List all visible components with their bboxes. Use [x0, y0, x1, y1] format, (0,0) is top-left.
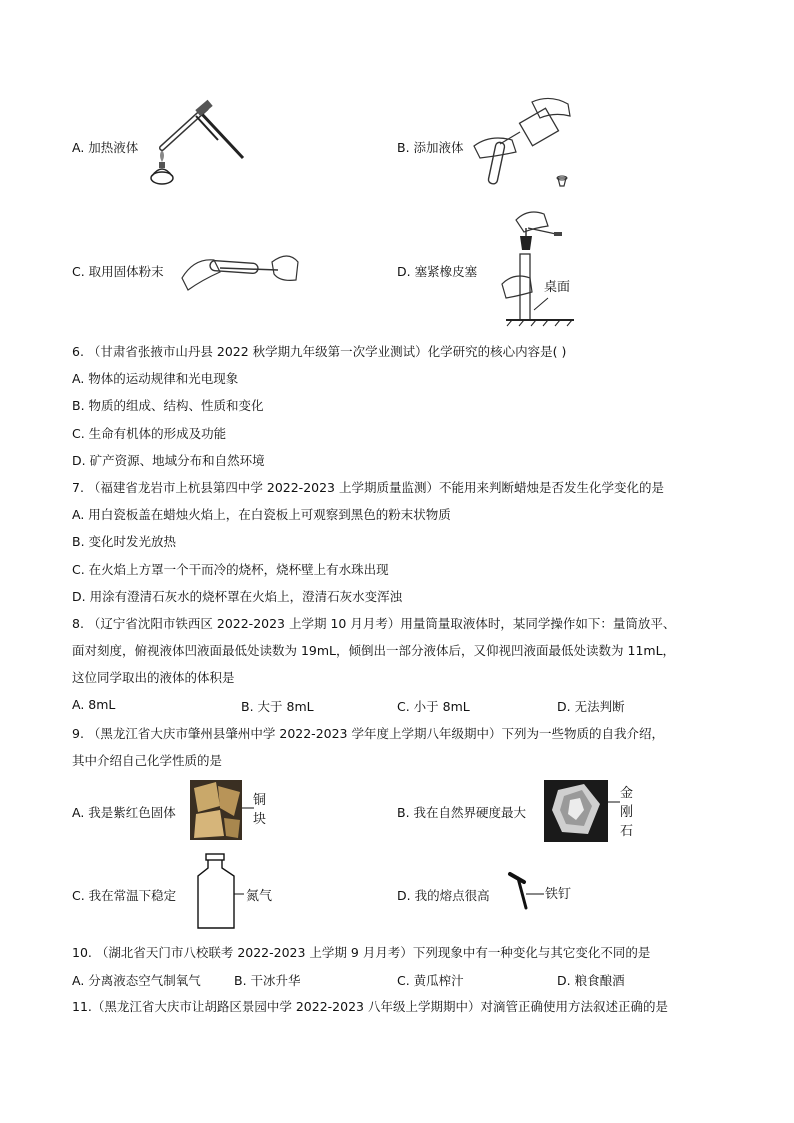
diamond-label-1: 金	[620, 786, 634, 801]
copper-label-1: 铜	[253, 793, 267, 808]
q5-option-c: C. 取用固体粉末	[72, 264, 164, 279]
diamond-label-2: 刚	[620, 805, 634, 820]
q11-stem: 11.（黑龙江省大庆市让胡路区景园中学 2022-2023 八年级上学期期中）对滴管正确使用方法叙述正确的是	[72, 999, 668, 1014]
copper-block-image	[190, 780, 242, 840]
plugging-stopper-illustration	[498, 206, 578, 328]
q10-option-d: D. 粮食酿酒	[557, 973, 625, 988]
copper-label-2: 块	[253, 812, 267, 827]
q6-option-d: D. 矿产资源、地域分布和自然环境	[72, 453, 265, 468]
heating-liquid-illustration	[148, 100, 248, 190]
q8-stem-line2: 面对刻度，俯视液体凹液面最低处读数为 19mL，倾倒出一部分液体后，又仰视凹液面最低处读数为 11mL，	[72, 643, 676, 658]
diamond-pointer-line	[608, 800, 620, 804]
q9-stem-line1: 9. （黑龙江省大庆市肇州县肇州中学 2022-2023 学年度上学期八年级期中）下列为一些物质的自我介绍，	[72, 726, 664, 741]
diamond-label-3: 石	[620, 824, 634, 839]
q7-option-c: C. 在火焰上方罩一个干而冷的烧杯，烧杯壁上有水珠出现	[72, 562, 389, 577]
q6-stem: 6. （甘肃省张掖市山丹县 2022 秋学期九年级第一次学业测试）化学研究的核心内容是( )	[72, 344, 567, 359]
q8-option-a: A. 8mL	[72, 697, 116, 712]
q5-option-a: A. 加热液体	[72, 140, 139, 155]
q5-option-b: B. 添加液体	[397, 140, 464, 155]
diamond-image	[544, 780, 608, 842]
adding-liquid-illustration	[470, 96, 580, 192]
q6-option-c: C. 生命有机体的形成及功能	[72, 426, 227, 441]
q9-stem-line2: 其中介绍自己化学性质的是	[72, 753, 223, 768]
taking-powder-illustration	[180, 240, 300, 300]
q6-option-b: B. 物质的组成、结构、性质和变化	[72, 398, 264, 413]
q8-option-c: C. 小于 8mL	[397, 699, 470, 714]
q8-option-b: B. 大于 8mL	[241, 699, 314, 714]
q10-option-a: A. 分离液态空气制氧气	[72, 973, 201, 988]
q7-stem: 7. （福建省龙岩市上杭县第四中学 2022-2023 上学期质量监测）不能用来判断蜡烛是否发生化学变化的是	[72, 480, 664, 495]
q8-stem-line3: 这位同学取出的液体的体积是	[72, 670, 235, 685]
q10-option-b: B. 干冰升华	[234, 973, 301, 988]
q9-option-d: D. 我的熔点很高	[397, 888, 490, 903]
q7-option-b: B. 变化时发光放热	[72, 534, 177, 549]
nitrogen-label: 氮气	[246, 889, 273, 904]
q10-option-c: C. 黄瓜榨汁	[397, 973, 464, 988]
q9-option-b: B. 我在自然界硬度最大	[397, 805, 527, 820]
q8-option-d: D. 无法判断	[557, 699, 625, 714]
q8-stem-line1: 8. （辽宁省沈阳市铁西区 2022-2023 上学期 10 月月考）用量筒量取液体时，某同学操作如下：量筒放平、	[72, 616, 676, 631]
q9-option-a: A. 我是紫红色固体	[72, 805, 176, 820]
iron-nail-image	[504, 868, 550, 914]
q7-option-d: D. 用涂有澄清石灰水的烧杯罩在火焰上，澄清石灰水变浑浊	[72, 589, 403, 604]
q9-option-c: C. 我在常温下稳定	[72, 888, 177, 903]
q5-option-d: D. 塞紧橡皮塞	[397, 264, 478, 279]
q7-option-a: A. 用白瓷板盖在蜡烛火焰上，在白瓷板上可观察到黑色的粉末状物质	[72, 507, 451, 522]
iron-nail-label: 铁钉	[545, 887, 572, 902]
q6-option-a: A. 物体的运动规律和光电现象	[72, 371, 239, 386]
desk-label: 桌面	[544, 280, 571, 295]
q10-stem: 10. （湖北省天门市八校联考 2022-2023 上学期 9 月月考）下列现象中有一种变化与其它变化不同的是	[72, 945, 651, 960]
